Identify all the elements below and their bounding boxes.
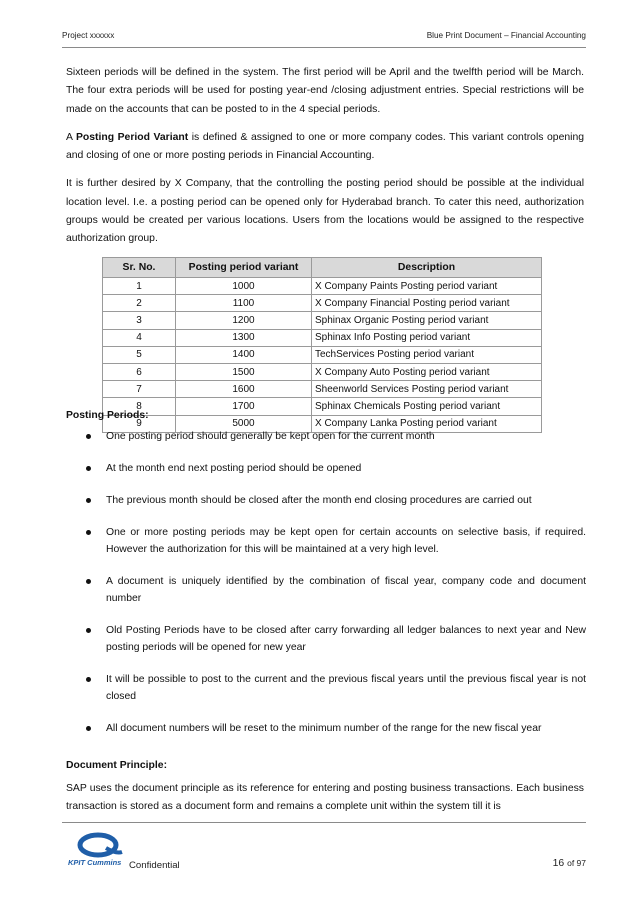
footer-divider [62,822,586,823]
bullet-icon [86,434,91,439]
variant-paragraph: A Posting Period Variant is defined & assigned to one or more company codes. This variant controls opening and closing of one or more posting periods in Financial Accounting. [66,131,584,162]
cell-sr-no: 2 [103,295,176,312]
cell-variant: 1000 [176,278,312,295]
periods-paragraph: Sixteen periods will be defined in the system. The first period will be April and the twelfth period will be March. The four extra periods will be used for posting year-end /closing adjustment entries. Special restrictions will be made on the accounts that can be posted to in the 4 special periods. [66,67,584,115]
cell-variant: 5000 [176,415,312,432]
bullet-icon [86,677,91,682]
list-item: A document is uniquely identified by the combination of fiscal year, company code and document number [66,573,586,607]
authorization-paragraph: It is further desired by X Company, that the controlling the posting period should be possible at the individual location level. I.e. a posting period can be opened only for Hyderabad branch. To cater this need, authorization groups would be created per various locations. Users from the locations would be assigned to the respective authorization group. [66,178,584,245]
cell-sr-no: 8 [103,398,176,415]
cell-variant: 1300 [176,329,312,346]
document-principle-paragraph: SAP uses the document principle as its reference for entering and posting business transactions. Each business transaction is stored as a document form and remains a complete unit within the system till it is [66,783,584,813]
header-project: Project xxxxxx [62,31,115,40]
bullet-icon [86,498,91,503]
cell-description: X Company Paints Posting period variant [312,278,542,295]
col-header-variant: Posting period variant [176,258,312,278]
col-header-sr-no: Sr. No. [103,258,176,278]
table-row [103,398,542,415]
table-row [103,363,542,380]
list-item: One or more posting periods may be kept open for certain accounts on selective basis, if required. However the authorization for this will be maintained at a very high level. [66,524,586,558]
table-row [103,329,542,346]
variant-table-wrapper [102,257,542,433]
table-row [103,381,542,398]
page-header [62,31,586,45]
cell-description: X Company Auto Posting period variant [312,363,542,380]
list-item: The previous month should be closed after the month end closing procedures are carried out [66,492,586,509]
cell-description: Sphinax Chemicals Posting period variant [312,398,542,415]
cell-description: Sphinax Info Posting period variant [312,329,542,346]
bullet-icon [86,726,91,731]
cell-sr-no: 4 [103,329,176,346]
confidential-label: Confidential [129,860,180,871]
cell-sr-no: 7 [103,381,176,398]
table-row [103,278,542,295]
list-item: All document numbers will be reset to the minimum number of the range for the new fiscal year [66,720,586,737]
bullet-icon [86,579,91,584]
table-row [103,346,542,363]
cell-description: X Company Financial Posting period variant [312,295,542,312]
cell-sr-no: 6 [103,363,176,380]
list-item: One posting period should generally be kept open for the current month [66,428,586,445]
cell-sr-no: 3 [103,312,176,329]
cell-variant: 1400 [176,346,312,363]
bullet-icon [86,530,91,535]
bullet-icon [86,466,91,471]
document-principle-body [66,780,584,827]
table-row [103,312,542,329]
cell-description: X Company Lanka Posting period variant [312,415,542,432]
cell-description: TechServices Posting period variant [312,346,542,363]
table-row [103,295,542,312]
body-text [66,64,584,259]
cell-sr-no: 9 [103,415,176,432]
cell-variant: 1500 [176,363,312,380]
header-doc-title: Blue Print Document – Financial Accounting [426,31,586,40]
header-divider [62,47,586,48]
cell-description: Sphinax Organic Posting period variant [312,312,542,329]
document-principle-heading: Document Principle: [66,760,168,771]
logo-wordmark: KPIT Cummins [68,858,122,867]
cell-variant: 1200 [176,312,312,329]
posting-periods-heading: Posting Periods: [66,410,149,421]
posting-variant-table [102,257,542,433]
list-item: Old Posting Periods have to be closed after carry forwarding all ledger balances to next year and New posting periods will be opened for new year [66,622,586,656]
cell-variant: 1100 [176,295,312,312]
cell-variant: 1600 [176,381,312,398]
col-header-description: Description [312,258,542,278]
table-header-row [103,258,542,278]
cell-sr-no: 5 [103,346,176,363]
list-item: At the month end next posting period should be opened [66,460,586,477]
cell-variant: 1700 [176,398,312,415]
page-number: 16 of 97 [552,858,586,869]
list-item: It will be possible to post to the current and the previous fiscal years until the previous fiscal year is not closed [66,671,586,705]
posting-periods-list [66,428,586,751]
cell-description: Sheenworld Services Posting period variant [312,381,542,398]
variant-term: Posting Period Variant [75,131,189,143]
cell-sr-no: 1 [103,278,176,295]
bullet-icon [86,628,91,633]
